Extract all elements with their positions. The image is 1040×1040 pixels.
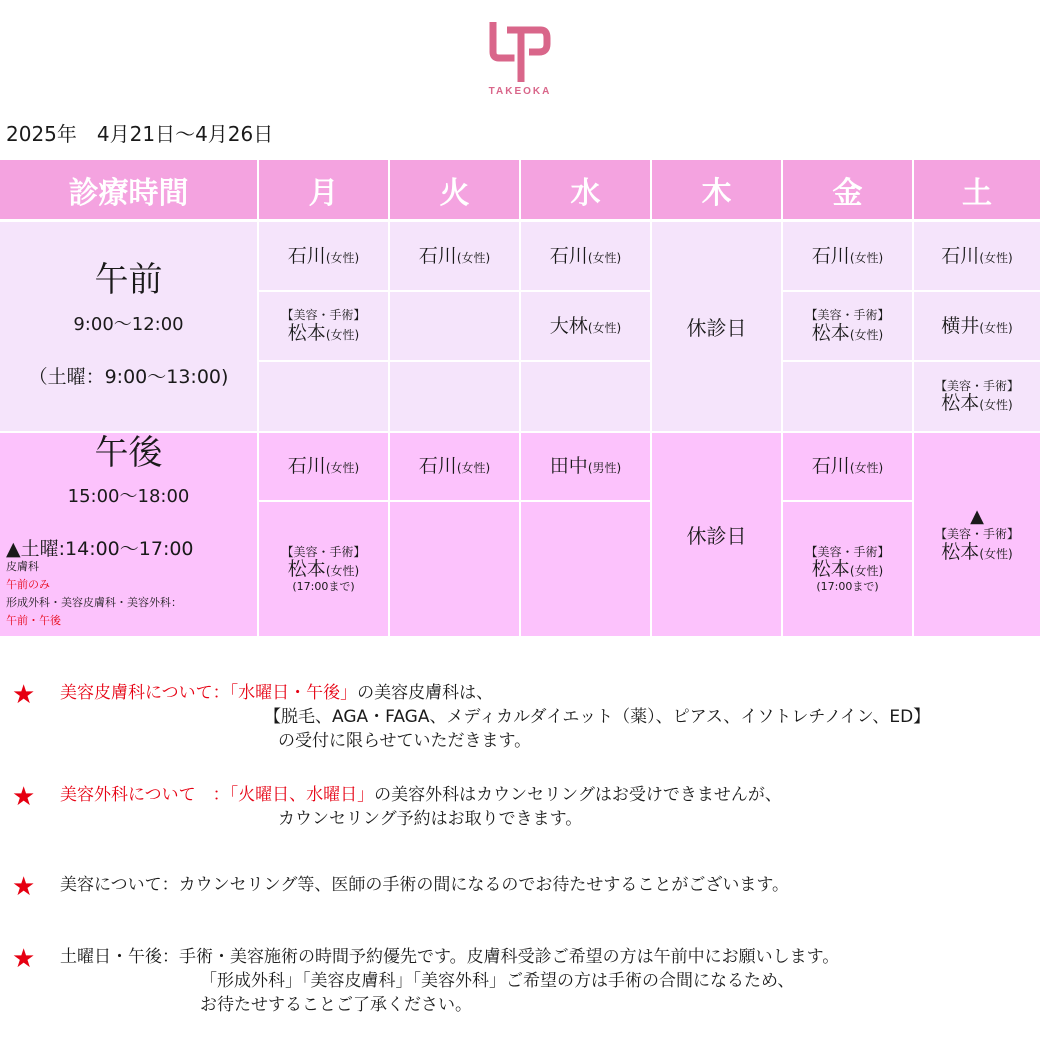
note-3-text: 美容について：カウンセリング等、医師の手術の間になるのでお待たせすることがございます。 — [60, 875, 789, 895]
am-sat-row2 — [914, 292, 1040, 360]
doctor-gender: (女性) — [456, 250, 491, 265]
doctor-name: 石川 — [811, 244, 850, 267]
pm-note-am-pm: 午前・午後 — [6, 614, 61, 627]
doctor-gender: (女性) — [325, 564, 360, 579]
pm-wed-row2 — [521, 502, 650, 636]
takeoka-logo — [475, 22, 565, 97]
pm-tue-row2 — [390, 502, 519, 636]
pm-hours: 15:00〜18:00 — [67, 486, 190, 507]
doctor-gender: (女性) — [979, 250, 1013, 265]
doctor-name: 石川 — [418, 455, 457, 478]
pm-thu-closed — [652, 433, 781, 636]
doctor-gender: (女性) — [587, 320, 622, 335]
header-day-tue: 火 — [390, 160, 519, 219]
am-fri-row2 — [783, 292, 912, 360]
pm-tue-row1 — [390, 433, 519, 500]
am-tue-row3 — [390, 362, 519, 431]
note-highlight: 「火曜日、水曜日」 — [229, 785, 375, 805]
doctor-name: 石川 — [811, 455, 850, 478]
note-label: 美容外科について ： — [60, 785, 230, 805]
pm-sat-cell — [914, 433, 1040, 636]
doctor-name: 松本 — [287, 321, 326, 344]
dept-tag: 【美容・手術】 — [934, 527, 1019, 542]
header-day-fri: 金 — [783, 160, 912, 219]
am-mon-row1 — [259, 222, 388, 290]
pm-wed-row1 — [521, 433, 650, 500]
dept-tag: 【美容・手術】 — [805, 308, 890, 323]
note-2-line2: カウンセリング予約はお取りできます。 — [278, 809, 583, 829]
star-icon: ★ — [12, 872, 36, 902]
doctor-name: 松本 — [941, 540, 980, 563]
dept-tag: 【美容・手術】 — [934, 378, 1019, 393]
pm-fri-row2 — [783, 502, 912, 636]
header-day-mon: 月 — [259, 160, 388, 219]
doctor-name: 松本 — [941, 392, 980, 415]
am-fri-row1 — [783, 222, 912, 290]
am-mon-row3 — [259, 362, 388, 431]
am-label-cell — [0, 222, 257, 431]
pm-note-derm: 皮膚科 — [6, 560, 39, 573]
am-hours: 9:00〜12:00 — [73, 314, 184, 335]
doctor-name: 松本 — [287, 558, 326, 581]
doctor-gender: (女性) — [456, 461, 491, 476]
am-sat-row3 — [914, 362, 1040, 431]
am-thu-closed — [652, 222, 781, 431]
am-sat-hours: （土曜：9:00〜13:00) — [28, 366, 229, 388]
doctor-name: 石川 — [941, 244, 980, 267]
pm-note-depts: 形成外科・美容皮膚科・美容外科： — [6, 596, 182, 609]
note-4-line1: 土曜日・午後：手術・美容施術の時間予約優先です。皮膚科受診ご希望の方は午前中にお願いします。 — [60, 947, 840, 967]
header-day-wed: 水 — [521, 160, 650, 219]
doctor-name: 石川 — [549, 244, 588, 267]
doctor-gender: (女性) — [325, 250, 360, 265]
doctor-name: 石川 — [418, 244, 457, 267]
doctor-name: 田中 — [549, 455, 588, 478]
doctor-gender: (女性) — [587, 250, 622, 265]
doctor-gender: (女性) — [849, 250, 884, 265]
am-tue-row1 — [390, 222, 519, 290]
am-sat-row1 — [914, 222, 1040, 290]
logo-text: TAKEOKA — [488, 86, 552, 97]
am-fri-row3 — [783, 362, 912, 431]
doctor-name: 横井 — [941, 314, 980, 337]
time-note: (17:00まで) — [816, 580, 879, 594]
am-title: 午前 — [94, 260, 163, 300]
note-highlight: 「水曜日・午後」 — [229, 683, 358, 703]
star-icon: ★ — [12, 782, 36, 812]
pm-label-cell — [0, 433, 257, 636]
am-wed-row1 — [521, 222, 650, 290]
doctor-gender: (女性) — [849, 327, 884, 342]
am-wed-row3 — [521, 362, 650, 431]
doctor-gender: (女性) — [325, 327, 360, 342]
time-note: (17:00まで) — [292, 580, 355, 594]
pm-fri-row1 — [783, 433, 912, 500]
am-mon-row2 — [259, 292, 388, 360]
doctor-name: 石川 — [287, 455, 326, 478]
triangle-mark: ▲ — [970, 506, 984, 528]
dept-tag: 【美容・手術】 — [281, 544, 366, 559]
note-text: の美容皮膚科は、 — [357, 683, 494, 703]
note-1-line3: の受付に限らせていただきます。 — [278, 731, 532, 751]
note-2-line1 — [60, 784, 782, 806]
doctor-name: 松本 — [811, 558, 850, 581]
doctor-name: 松本 — [811, 321, 850, 344]
header-day-sat: 土 — [914, 160, 1040, 219]
pm-note-am-only: 午前のみ — [6, 578, 50, 591]
closed-label: 休診日 — [686, 316, 747, 340]
am-tue-row2 — [390, 292, 519, 360]
header-label: 診療時間 — [0, 160, 257, 219]
doctor-gender: (女性) — [325, 461, 360, 476]
am-wed-row2 — [521, 292, 650, 360]
star-icon: ★ — [12, 944, 36, 974]
note-text: の美容外科はカウンセリングはお受けできませんが、 — [374, 785, 782, 805]
doctor-gender: (女性) — [849, 564, 884, 579]
star-icon: ★ — [12, 680, 36, 710]
doctor-gender: (女性) — [979, 546, 1013, 561]
pm-mon-row1 — [259, 433, 388, 500]
header-day-thu: 木 — [652, 160, 781, 219]
doctor-name: 石川 — [287, 244, 326, 267]
note-4-line2: 「形成外科」「美容皮膚科」「美容外科」ご希望の方は手術の合間になるため、 — [200, 971, 795, 991]
doctor-gender: (男性) — [587, 461, 622, 476]
schedule-period: 2025年 4月21日〜4月26日 — [6, 122, 274, 146]
dept-tag: 【美容・手術】 — [805, 544, 890, 559]
note-1-line1 — [60, 682, 493, 704]
doctor-gender: (女性) — [849, 461, 884, 476]
takeoka-logo-mark — [489, 22, 551, 84]
doctor-name: 大林 — [549, 314, 588, 337]
note-label: 美容皮膚科について： — [60, 683, 230, 703]
closed-label: 休診日 — [686, 524, 747, 548]
note-4-line3: お待たせすることご了承ください。 — [200, 995, 472, 1015]
doctor-gender: (女性) — [979, 398, 1013, 413]
pm-title: 午後 — [94, 433, 163, 473]
doctor-gender: (女性) — [979, 320, 1013, 335]
note-1-line2: 【脱毛、AGA・FAGA、メディカルダイエット（薬）、ピアス、イソトレチノイン、ED】 — [264, 707, 931, 727]
pm-mon-row2 — [259, 502, 388, 636]
dept-tag: 【美容・手術】 — [281, 308, 366, 323]
pm-sat-hours: ▲土曜:14:00〜17:00 — [6, 538, 194, 560]
